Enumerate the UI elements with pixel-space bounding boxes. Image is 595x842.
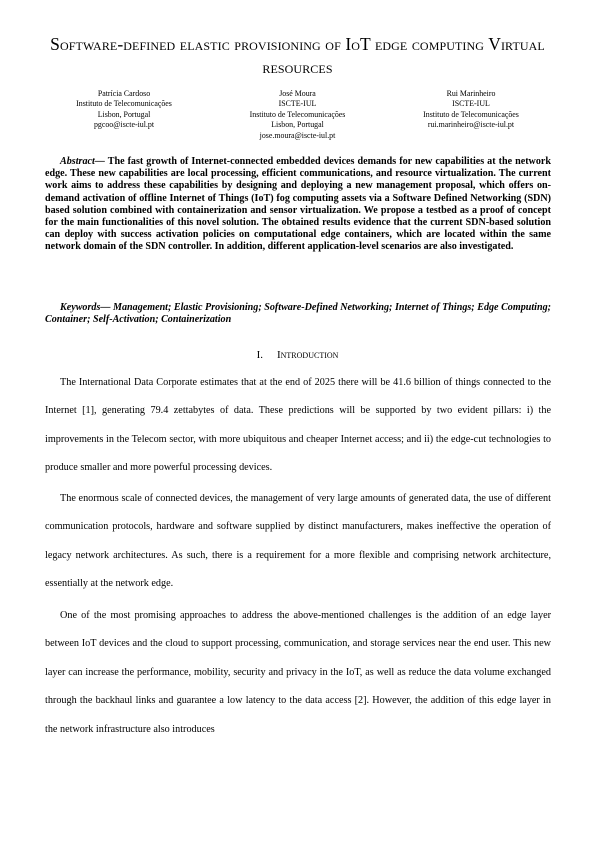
author-affiliation-2: Instituto de Telecomunicações: [423, 109, 519, 119]
section-title: Introduction: [276, 349, 339, 361]
author-affiliation: ISCTE-IUL: [452, 99, 490, 109]
abstract: [45, 156, 551, 254]
author-name: Patrícia Cardoso: [97, 89, 151, 98]
section-heading: [0, 348, 595, 362]
author-3: [391, 89, 551, 141]
author-location: Lisbon, Portugal: [271, 120, 324, 130]
section-number: I.: [256, 349, 263, 361]
author-email: pgcoo@iscte-iul.pt: [93, 120, 155, 130]
author-affiliation: ISCTE-IUL: [278, 99, 317, 109]
author-2: [218, 89, 378, 141]
author-name: José Moura: [279, 89, 316, 98]
abstract-text: The fast growth of Internet-connected embedded devices demands for new capabilities at the network edge. These new capabilities are local processing, efficient communications, and resource virtualization. The current work aims to address these capabilities by designing and deploying a new management proposal, which offers on-demand activation of offline Internet of Things (IoT) fog computing assets via a Software Defined Networking (SDN) based solution combined with containerization and sensor virtualization. We propose a testbed as a proof of concept for the main functionalities of this novel solution. The obtained results evidence that the current SDN-based solution can deploy with success activation policies on computational edge containers, which are located within the same network domain of the SDN controller. In addition, different application-level scenarios are also investigated.: [45, 156, 551, 253]
author-affiliation-2: Instituto de Telecomunicações: [249, 109, 346, 119]
body-paragraph: The enormous scale of connected devices, the management of very large amounts of generated data, the use of different communication protocols, hardware and software supplied by distinct manufacturers, makes ineffective the operation of legacy network architectures. As such, there is a requirement for a more flexible and comprising network architecture, essentially at the network edge.: [45, 493, 551, 590]
author-1: [44, 89, 204, 141]
paper-title: Software-defined elastic provisioning of IoT edge computing Virtual resources: [50, 34, 545, 77]
author-name: Rui Marinheiro: [446, 89, 496, 98]
author-email: rui.marinheiro@iscte-iul.pt: [427, 120, 515, 130]
body-paragraph: One of the most promising approaches to address the above-mentioned challenges is the addition of an edge layer between IoT devices and the cloud to support processing, communication, and storage services near the end user. This new layer can increase the performance, mobility, security and privacy in the IoT, as well as reduce the data volume exchanged through the backhaul links and guarantee a low latency to the data access [2]. However, the addition of this edge layer in the network infrastructure also introduces: [45, 610, 551, 735]
body-paragraph: The International Data Corporate estimates that at the end of 2025 there will be 41.6 billion of things connected to the Internet [1], generating 79.4 zettabytes of data. These predictions will be supported by two evident pillars: i) the improvements in the Telecom sector, with more ubiquitous and cheaper Internet access; and ii) the edge-cut technologies to produce smaller and more powerful processing devices.: [45, 377, 551, 474]
keywords: Keywords— Management; Elastic Provisioning; Software-Defined Networking; Internet of Things; Edge Computing; Container; Self-Activation; Containerization: [45, 302, 551, 326]
abstract-lead: Abstract—: [60, 156, 105, 167]
author-location: Lisbon, Portugal: [97, 109, 151, 119]
author-block: [44, 89, 551, 141]
author-affiliation: Instituto de Telecomunicações: [76, 99, 172, 109]
author-email: jose.moura@iscte-iul.pt: [259, 130, 336, 140]
